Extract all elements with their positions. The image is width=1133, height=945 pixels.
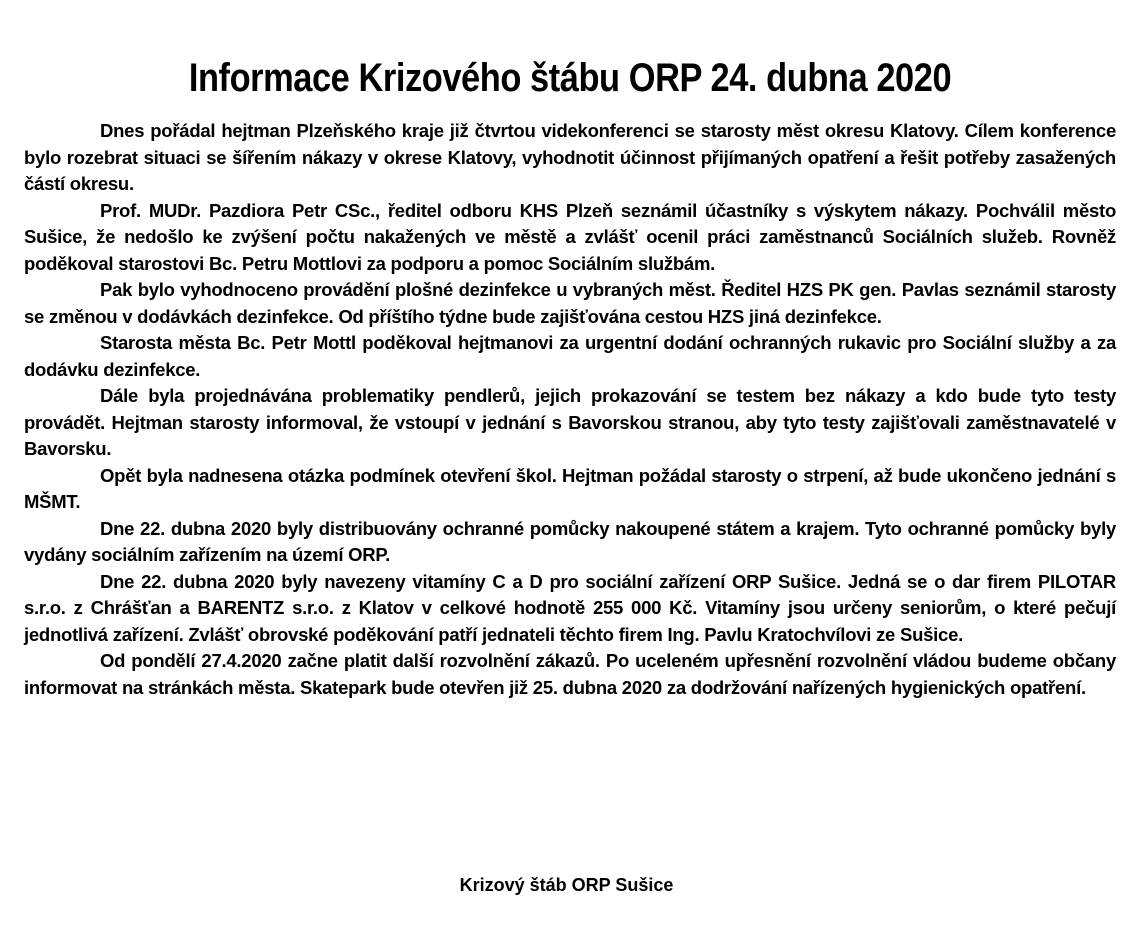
paragraph-videoconference: Dnes pořádal hejtman Plzeňského kraje již čtvrtou videkonferenci se starosty měst okresu Klatovy. Cílem konference bylo rozebrat situaci se šířením nákazy v okrese Klatovy, vyhodnotit účinnost přijímaných opatření a řešit potřeby zasažených částí okresu. <box>24 120 1116 194</box>
paragraph-schools: Opět byla nadnesena otázka podmínek otevření škol. Hejtman požádal starosty o strpení, až bude ukončeno jednání s MŠMT. <box>24 464 1116 512</box>
paragraph-restrictions: Od pondělí 27.4.2020 začne platit další rozvolnění zákazů. Po uceleném upřesnění rozvolnění vládou budeme občany informovat na stránkách města. Skatepark bude otevřen již 25. dubna 2020 za dodržování nařízených hygienických opatření. <box>24 650 1116 698</box>
paragraph-vitamins: Dne 22. dubna 2020 byly navezeny vitamíny C a D pro sociální zařízení ORP Sušice. Jedná se o dar firem PILOTAR s.r.o. z Chrášťan a BARENTZ s.r.o. z Klatov v celkové hodnotě 255 000 Kč. Vitamíny jsou určeny seniorům, o které pečují jednotlivá zařízení. Zvlášť obrovské poděkování patří jednateli těchto firem Ing. Pavlu Kratochvílovi ze Sušice. <box>24 570 1116 645</box>
document-signature: Krizový štáb ORP Sušice <box>459 875 674 895</box>
paragraph-disinfection: Pak bylo vyhodnoceno provádění plošné dezinfekce u vybraných měst. Ředitel HZS PK gen. Pavlas seznámil starosty se změnou v dodávkách dezinfekce. Od příštího týdne bude zajišťována cestou HZS jiná dezinfekce. <box>24 279 1116 327</box>
paragraph-commuters: Dále byla projednávána problematiky pendlerů, jejich prokazování se testem bez nákazy a kdo bude tyto testy provádět. Hejtman starosty informoval, že vstoupí v jednání s Bavorskou stranou, aby tyto testy zajišťovali zaměstnavatelé v Bavorsku. <box>24 385 1116 459</box>
document-title: Informace Krizového štábu ORP 24. dubna 2020 <box>188 56 952 100</box>
paragraph-khs-report: Prof. MUDr. Pazdiora Petr CSc., ředitel odboru KHS Plzeň seznámil účastníky s výskytem nákazy. Pochválil město Sušice, že nedošlo ke zvýšení počtu nakažených ve městě a zvlášť ocenil práci zaměstnanců Sociálních služeb. Rovněž poděkoval starostovi Bc. Petru Mottlovi za podporu a pomoc Sociálním službám. <box>24 199 1116 274</box>
document-body <box>24 118 1116 701</box>
paragraph-mayor-thanks: Starosta města Bc. Petr Mottl poděkoval hejtmanovi za urgentní dodání ochranných rukavic pro Sociální služby a za dodávku dezinfekce. <box>24 332 1116 380</box>
paragraph-protective-aids: Dne 22. dubna 2020 byly distribuovány ochranné pomůcky nakoupené státem a krajem. Tyto ochranné pomůcky byly vydány sociálním zařízením na území ORP. <box>24 517 1116 565</box>
document-page <box>24 48 1116 701</box>
